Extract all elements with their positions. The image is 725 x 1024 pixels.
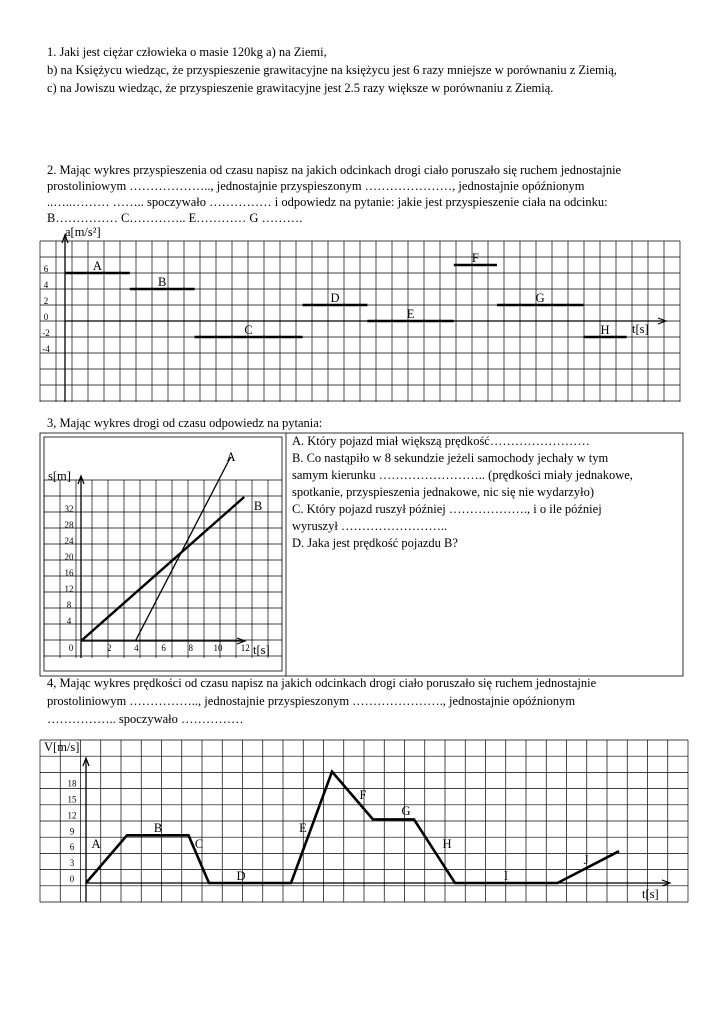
q1-line3: c) na Jowiszu wiedząc, że przyspieszenie grawitacyjne jest 2.5 razy większe w porównaniu z Ziemią. — [47, 81, 554, 95]
chart2-segment-label: E — [406, 307, 415, 321]
chart2-y-tick: 0 — [43, 312, 49, 322]
chart2-segment-label: C — [244, 323, 253, 337]
chart3-y-tick: 12 — [64, 584, 74, 594]
chart4-y-label: V[m/s] — [44, 740, 80, 754]
chart3-x-tick: 10 — [213, 643, 223, 653]
chart3-line-label: A — [226, 450, 236, 464]
chart2-y-label: a[m/s²] — [65, 225, 101, 239]
q4-line2: prostoliniowym …………….., jednostajnie przyspieszonym …………………., jednostajnie opóźnionym — [47, 694, 576, 708]
chart2-y-tick: -4 — [42, 344, 50, 354]
chart2-segment-label: F — [471, 251, 479, 265]
q4-line1: 4, Mając wykres prędkości od czasu napisz na jakich odcinkach drogi ciało poruszało się ruchem jednostajnie — [47, 676, 597, 690]
chart4-segment-label: D — [236, 869, 246, 883]
chart4-segment-label: H — [442, 837, 452, 851]
chart4-segment-label: E — [299, 821, 307, 835]
chart4-y-tick: 18 — [67, 778, 77, 789]
chart2-x-label: t[s] — [632, 322, 649, 336]
chart3-x-tick: 4 — [134, 643, 139, 653]
q3-heading: 3, Mając wykres drogi od czasu odpowiedz na pytania: — [47, 416, 323, 430]
chart4-segment-label: J — [583, 853, 589, 867]
chart2-y-tick: 2 — [43, 296, 49, 306]
chart2-y-tick: 4 — [43, 280, 49, 290]
chart2-segment-label: H — [600, 323, 610, 337]
chart4-y-tick: 6 — [69, 842, 75, 853]
q3-question-d: D. Jaka jest prędkość pojazdu B? — [292, 536, 458, 550]
chart2-y-tick: 6 — [43, 264, 49, 274]
chart3-y-tick: 16 — [64, 568, 74, 578]
chart4-y-tick: 3 — [69, 858, 75, 869]
chart4-segment-label: G — [401, 804, 411, 818]
chart3-x-tick: 0 — [68, 643, 74, 653]
chart2-y-tick: -2 — [42, 328, 50, 338]
q3-question-c-1: C. Który pojazd ruszył później ………………., i o ile później — [292, 502, 602, 516]
chart4-grid — [40, 740, 688, 902]
q2-line1: 2. Mając wykres przyspieszenia od czasu napisz na jakich odcinkach drogi ciało poruszało się ruchem jednostajnie — [47, 163, 622, 177]
chart4-y-tick: 9 — [69, 826, 75, 837]
chart3-line-label: B — [253, 499, 263, 513]
chart4-segment-label: F — [359, 788, 367, 802]
chart4-y-tick: 12 — [67, 810, 77, 821]
chart2-segment-label: B — [158, 275, 167, 289]
q1-line1: 1. Jaki jest ciężar człowieka o masie 120kg a) na Ziemi, — [47, 45, 327, 59]
chart3-x-label: t[s] — [253, 643, 270, 657]
chart2-segment-label: G — [535, 291, 545, 305]
q3-question-c-2: wyruszył …………………….. — [292, 519, 448, 533]
chart3-y-tick: 20 — [64, 552, 74, 562]
chart3-x-tick: 2 — [106, 643, 112, 653]
q3-question-a: A. Który pojazd miał większą prędkość…………………… — [292, 434, 590, 448]
chart3-y-tick: 28 — [64, 520, 74, 530]
chart3-y-tick: 8 — [66, 600, 72, 610]
q4-line3: …………….. spoczywało …………… — [47, 712, 244, 726]
chart3-y-tick: 24 — [64, 536, 74, 546]
chart2-segment-label: D — [330, 291, 340, 305]
q2-line3: ..…..……… …….. spoczywało …………… i odpowiedz na pytanie: jakie jest przyspieszenie ciała na odcinku: — [47, 195, 608, 209]
q3-question-b-3: spotkanie, przyspieszenia jednakowe, nic się nie wydarzyło) — [292, 485, 594, 499]
chart4-segment-label: C — [194, 837, 204, 851]
chart2-segment-label: A — [92, 259, 102, 273]
chart3-y-label: s[m] — [48, 469, 71, 483]
chart3-x-tick: 6 — [161, 643, 166, 653]
chart3-y-tick: 4 — [66, 616, 72, 626]
q2-line2: prostoliniowym ……………….., jednostajnie przyspieszonym …………………, jednostajnie opóźnionym — [47, 179, 585, 193]
q3-question-b-1: B. Co nastąpiło w 8 sekundzie jeżeli samochody jechały w tym — [292, 451, 609, 465]
chart4-segment-label: I — [503, 869, 509, 883]
chart4-segment-label: B — [153, 821, 163, 835]
chart4-x-label: t[s] — [642, 887, 659, 901]
chart4-y-tick: 0 — [69, 874, 75, 884]
chart4-y-tick: 15 — [67, 794, 77, 805]
chart3-x-tick: 12 — [240, 643, 250, 653]
q3-question-b-2: samym kierunku …………………….. (prędkości miały jednakowe, — [292, 468, 633, 482]
chart3-y-tick: 32 — [64, 504, 74, 514]
q2-line4: B…………… C………….. E………… G ………. — [47, 211, 303, 225]
chart4-segment-label: A — [91, 837, 101, 851]
q1-line2: b) na Księżycu wiedząc, że przyspieszenie grawitacyjne na księżycu jest 6 razy mniejsze w porównaniu z Ziemią, — [47, 63, 617, 77]
chart3-x-tick: 8 — [188, 643, 194, 653]
